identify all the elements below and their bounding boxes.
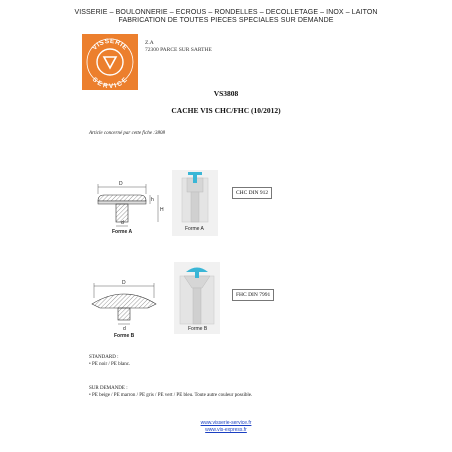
standard-text: • PE noir / PE blanc. bbox=[89, 362, 131, 367]
dim-d-inner-label-b: d bbox=[123, 326, 126, 332]
address-line-2: 72300 PARCE SUR SARTHE bbox=[145, 47, 212, 53]
dim-d-outer-label: D bbox=[119, 181, 123, 187]
visserie-service-logo bbox=[82, 34, 138, 90]
dim-d-outer-label-b: D bbox=[122, 280, 126, 286]
on-demand-heading: SUR DEMANDE : bbox=[89, 386, 128, 391]
photo-forme-a bbox=[172, 170, 218, 236]
photo-caption-b: Forme B bbox=[188, 326, 208, 332]
drawing-forme-a bbox=[88, 177, 168, 237]
dim-H-label: H bbox=[160, 207, 164, 213]
standard-heading: STANDARD : bbox=[89, 355, 119, 360]
form-label-a: Forme A bbox=[112, 229, 133, 235]
header-line-2: FABRICATION DE TOUTES PIECES SPECIALES SUR DEMANDE bbox=[118, 17, 334, 24]
ref-fhc-din-7991: FHC DIN 7991 bbox=[232, 289, 274, 301]
article-note: Article concerné par cette fiche :3808 bbox=[89, 131, 165, 136]
header-line-1: VISSERIE – BOULONNERIE – ECROUS – RONDELLES – DECOLLETAGE – INOX – LAITON bbox=[74, 9, 378, 16]
dim-h-label: h bbox=[151, 197, 154, 203]
photo-forme-b bbox=[174, 262, 220, 334]
photo-caption-a: Forme A bbox=[185, 226, 204, 232]
logo-bottom-text: SERVICE bbox=[90, 76, 130, 90]
link-visserie-service[interactable]: www.visserie-service.fr bbox=[200, 420, 252, 426]
dim-d-inner-label: d bbox=[121, 220, 124, 226]
ref-chc-din-912: CHC DIN 912 bbox=[232, 187, 272, 199]
link-vis-express[interactable]: www.vis-express.fr bbox=[205, 427, 247, 433]
address-line-1: Z.A bbox=[145, 40, 154, 46]
drawing-forme-b bbox=[88, 278, 168, 340]
form-label-b: Forme B bbox=[114, 333, 135, 339]
product-code: VS3808 bbox=[213, 89, 239, 98]
product-title: CACHE VIS CHC/FHC (10/2012) bbox=[171, 106, 281, 115]
logo-top-text: VISSERIE bbox=[91, 37, 129, 52]
on-demand-text: • PE beige / PE marron / PE gris / PE vert / PE bleu. Toute autre couleur possible. bbox=[89, 393, 253, 398]
